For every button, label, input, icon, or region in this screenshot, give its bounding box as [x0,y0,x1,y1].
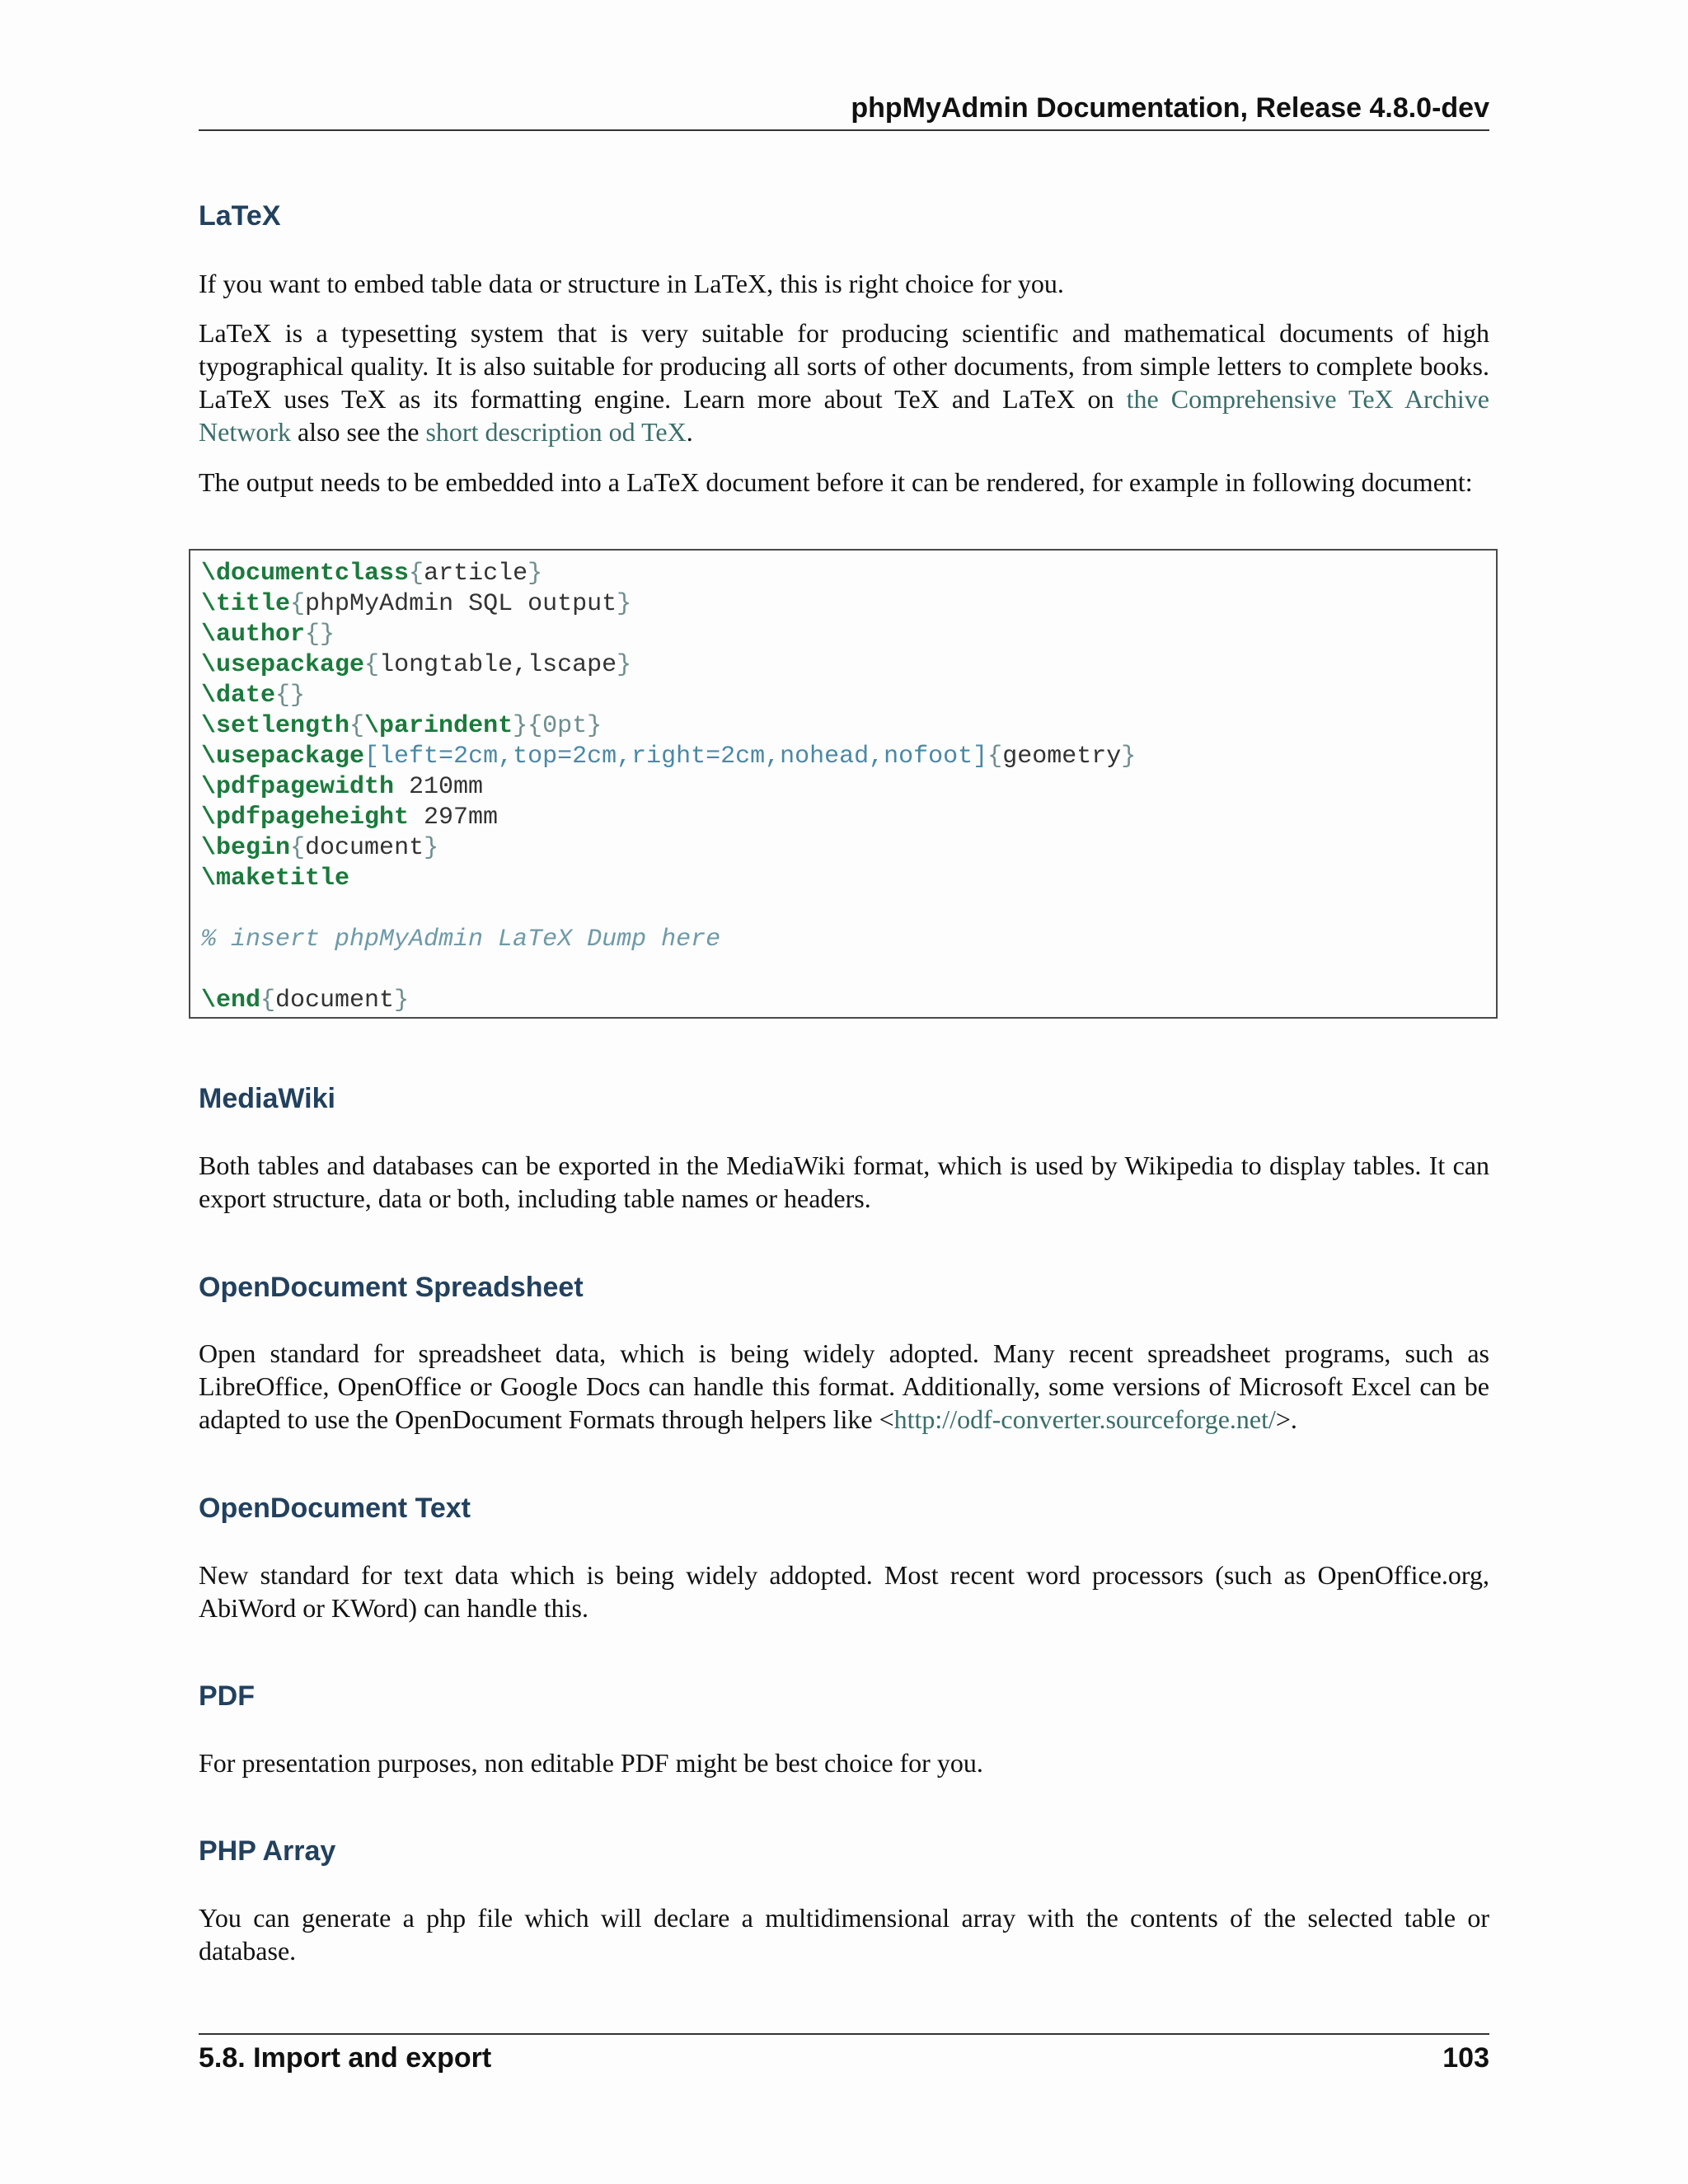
latex-paragraph-1: If you want to embed table data or structure in LaTeX, this is right choice for you. [199,269,1064,298]
section-heading-ods: OpenDocument Spreadsheet [199,1272,584,1303]
ods-paragraph-end: >. [1275,1404,1297,1434]
latex-paragraph-3: The output needs to be embedded into a LaTeX document before it can be rendered, for example in following document: [199,467,1473,497]
code-line: \end{document} [201,987,410,1015]
latex-code-block [189,549,1498,1019]
code-line: \maketitle [201,865,350,893]
code-line: \documentclass{article} [201,560,543,588]
code-line: \usepackage{longtable,lscape} [201,651,632,679]
pdf-paragraph: For presentation purposes, non editable PDF might be best choice for you. [199,1748,983,1778]
ods-paragraph-text: Open standard for spreadsheet data, which is being widely adopted. Many recent spreadsheet programs, such as LibreOffice, OpenOffice or Google Docs can handle this format. Additionally, some versions of Microsoft Excel can be adapted to use the OpenDocument Formats through helpers like < [199,1338,1489,1434]
latex-paragraph-2-text-2: also see the [290,417,426,447]
code-line: \begin{document} [201,834,439,862]
odt-paragraph: New standard for text data which is being widely addopted. Most recent word processors (such as OpenOffice.org, AbiWord or KWord) can handle this. [199,1560,1489,1623]
odf-converter-link[interactable]: http://odf-converter.sourceforge.net/ [893,1404,1276,1434]
ctan-link[interactable]: the Comprehensive TeX Archive Network [199,384,1490,447]
section-heading-mediawiki: MediaWiki [199,1083,335,1114]
footer-rule [199,2033,1489,2035]
section-heading-odt: OpenDocument Text [199,1493,471,1524]
latex-paragraph-2-end: . [686,417,693,447]
php-array-paragraph: You can generate a php file which will declare a multidimensional array with the contents of the selected table or database. [199,1903,1489,1966]
latex-paragraph-2-text: LaTeX is a typesetting system that is very suitable for producing scientific and mathematical documents of high typographical quality. It is also suitable for producing all sorts of other documents, from simple letters to complete books. LaTeX uses TeX as its formatting engine. Learn more about TeX and LaTeX on [199,318,1489,414]
running-header: phpMyAdmin Documentation, Release 4.8.0-dev [851,92,1489,124]
section-heading-php-array: PHP Array [199,1835,336,1867]
footer-section-title: 5.8. Import and export [199,2042,492,2074]
header-rule [199,129,1489,131]
code-line: \setlength{\parindent}{0pt} [201,712,603,740]
code-comment-line: % insert phpMyAdmin LaTeX Dump here [201,926,721,954]
page-number: 103 [1442,2042,1489,2074]
mediawiki-paragraph: Both tables and databases can be exported in the MediaWiki format, which is used by Wikipedia to display tables. It can export structure, data or both, including table names or headers. [199,1151,1489,1213]
code-line: \author{} [201,621,335,649]
code-line: \title{phpMyAdmin SQL output} [201,590,632,618]
section-heading-pdf: PDF [199,1680,255,1712]
code-line: \pdfpagewidth 210mm [201,773,484,801]
section-heading-latex: LaTeX [199,200,281,232]
tex-description-link[interactable]: short description od TeX [425,417,687,447]
code-line: \date{} [201,682,306,710]
latex-paragraph-2 [199,316,1489,448]
code-line: \usepackage[left=2cm,top=2cm,right=2cm,nohead,nofoot]{geometry} [201,743,1137,771]
ods-paragraph [199,1337,1489,1436]
code-line: \pdfpageheight 297mm [201,804,499,832]
